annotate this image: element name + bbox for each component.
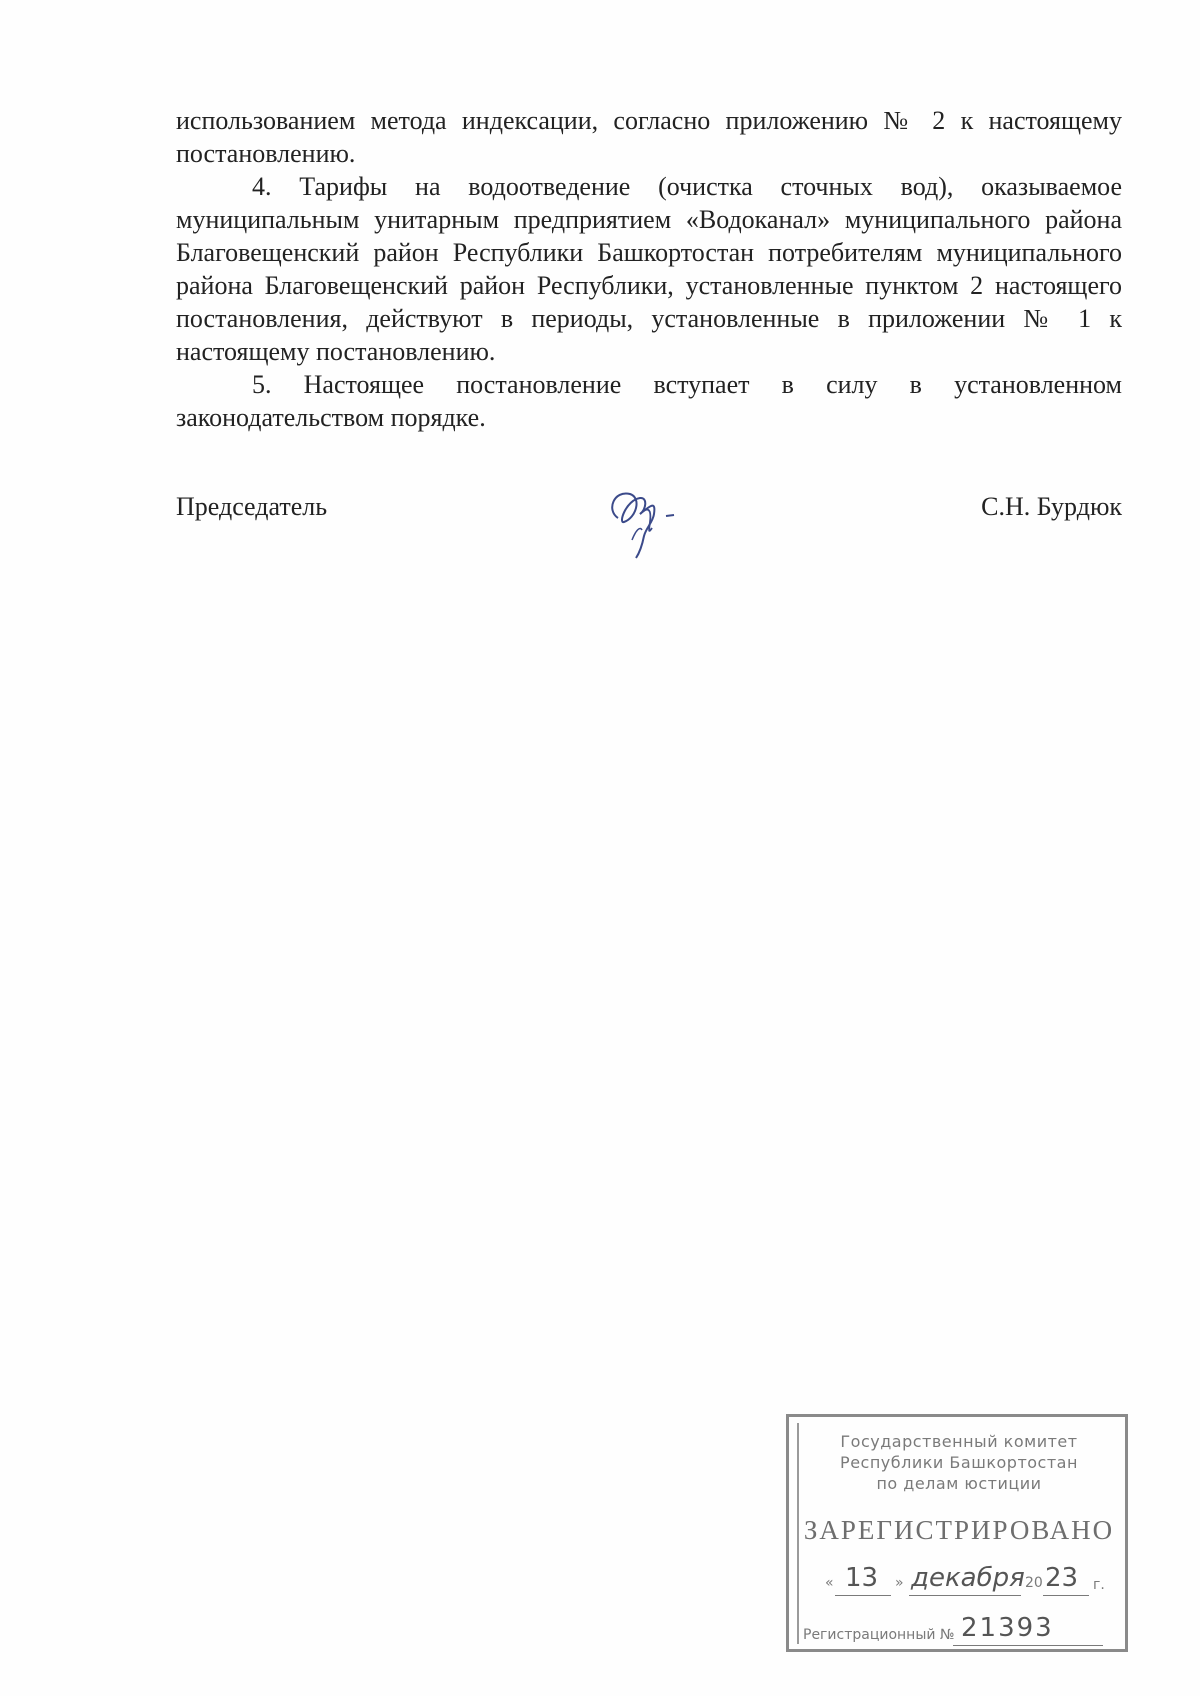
stamp-year-prefix: 20 [1025, 1575, 1043, 1591]
stamp-year-unit: г. [1093, 1577, 1105, 1593]
signatory-title: Председатель [176, 492, 328, 521]
stamp-quote-open: « [825, 1575, 834, 1591]
stamp-registration-number [803, 1613, 1115, 1649]
stamp-org-line: по делам юстиции [876, 1474, 1042, 1493]
paragraph-continuation: использованием метода индексации, согласно приложению № 2 к настоящему постановлению. [176, 106, 1122, 168]
signature-block [176, 492, 1122, 552]
registration-stamp [786, 1414, 1128, 1652]
stamp-org-line: Государственный комитет [840, 1432, 1078, 1451]
stamp-reg-number-label: Регистрационный № [803, 1627, 955, 1643]
signatory-name: С.Н. Бурдюк [981, 492, 1122, 521]
paragraph-item-5: 5. Настоящее постановление вступает в силу в установленном законодательством порядке. [176, 370, 1122, 432]
stamp-year-suffix: 23 [1045, 1563, 1079, 1593]
document-body [176, 104, 1122, 434]
stamp-month: декабря [911, 1563, 1025, 1593]
stamp-registered-label: ЗАРЕГИСТРИРОВАНО [803, 1515, 1115, 1545]
stamp-frame [797, 1423, 1119, 1644]
stamp-day-underline [835, 1595, 891, 1596]
stamp-date-line [819, 1565, 1113, 1601]
paragraph-item-4: 4. Тарифы на водоотведение (очистка сточных вод), оказываемое муниципальным унитарным предприятием «Водоканал» муниципального района Благовещенский район Республики Башкортостан потребителям муниципального района Благовещенский район Республики, установленные пунктом 2 настоящего постановления, действуют в периоды, установленные в приложении № 1 к настоящему постановлению. [176, 172, 1122, 366]
stamp-reg-number: 21393 [961, 1613, 1054, 1643]
stamp-month-underline [909, 1595, 1021, 1596]
stamp-day: 13 [845, 1563, 879, 1593]
stamp-org-line: Республики Башкортостан [840, 1453, 1078, 1472]
stamp-reg-number-underline [953, 1645, 1103, 1646]
stamp-organization [799, 1431, 1119, 1494]
handwritten-signature [596, 470, 696, 560]
stamp-quote-close: » [895, 1575, 904, 1591]
stamp-year-underline [1043, 1595, 1089, 1596]
